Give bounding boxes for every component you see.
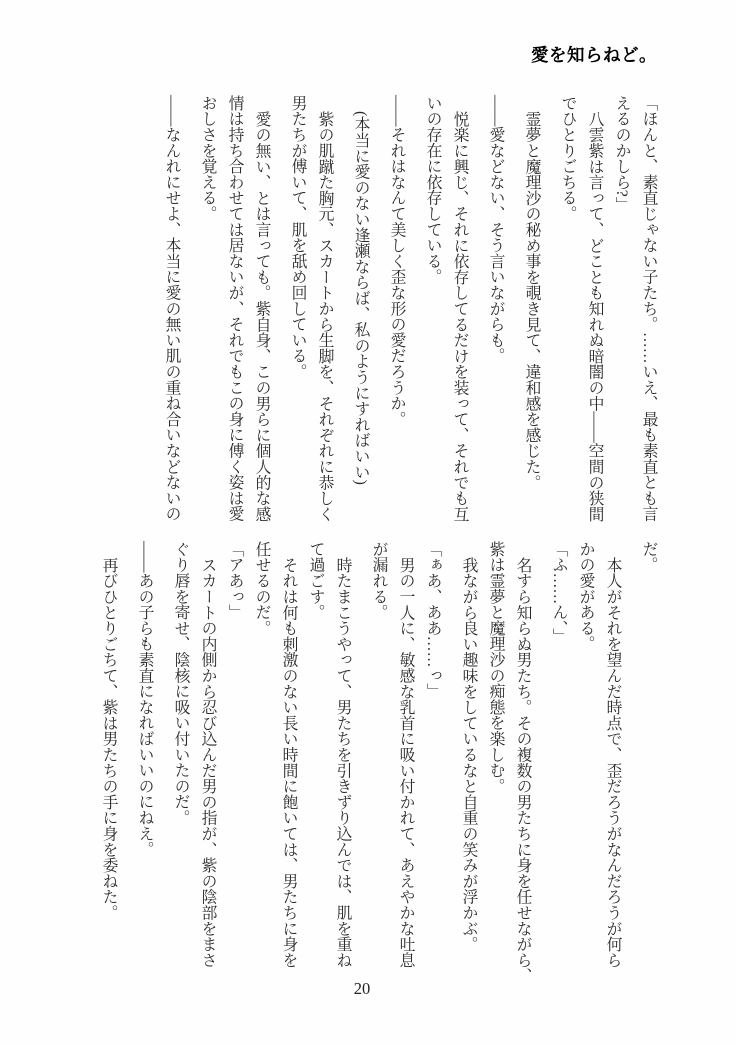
text-line: 霊夢と魔理沙の秘め事を覗き見て、違和感を感じた。 xyxy=(523,110,540,490)
text-line: ――それはなんて美しく歪な形の愛だろうか。 xyxy=(388,95,405,427)
text-line: えるのかしら?」 xyxy=(613,95,630,213)
text-line: 我ながら良い趣味をしているなと自重の笑みが浮かぶ。 xyxy=(460,556,477,952)
text-line: (本当に愛のない逢瀬ならば、私のようにすればいい) xyxy=(352,110,369,485)
text-line: ――あの子らも素直になればいいのにねえ。 xyxy=(136,541,153,857)
text-line: おしさを覚える。 xyxy=(199,95,216,222)
text-line: 「ぁあ、ああ……っ」 xyxy=(424,541,441,699)
text-line: ――愛などない、そう言いながらも。 xyxy=(487,95,504,364)
text-line: 「ほんと、素直じゃない子たち。……いえ、最も素直とも言 xyxy=(640,95,657,522)
text-line: だ。 xyxy=(640,541,657,573)
lower-text-block xyxy=(95,541,662,984)
text-line: 再びひとりごちて、紫は男たちの手に身を委ねた。 xyxy=(100,556,117,921)
text-line: て過ごす。 xyxy=(307,541,324,620)
text-line: スカートの内側から忍び込んだ男の指が、紫の陰部をまさ xyxy=(199,556,216,968)
text-line: 「ふ……ん、」 xyxy=(550,541,567,644)
text-line: 男の一人に、敏感な乳首に吸い付かれて、あえやかな吐息 xyxy=(397,556,414,968)
text-line: 時たまこうやって、男たちを引きずり込んでは、肌を重ね xyxy=(334,556,351,968)
text-line: 名すら知らぬ男たち。その複数の男たちに身を任せながら、 xyxy=(514,556,531,984)
text-line: かの愛がある。 xyxy=(577,541,594,652)
text-line: でひとりごちる。 xyxy=(559,95,576,222)
text-line: ――なんれにせよ、本当に愛の無い肌の重ね合いなどないの xyxy=(163,95,180,522)
text-line: いの存在に依存している。 xyxy=(424,95,441,285)
text-line: 男たちが傅いて、肌を舐め回している。 xyxy=(289,95,306,380)
text-line: 情は持ち合わせては居ないが、それでもこの身に傅く姿は愛 xyxy=(226,95,243,522)
text-line: 本人がそれを望んだ時点で、歪だろうがなんだろうが何ら xyxy=(604,556,621,968)
text-line: それは何も刺激のない長い時間に飽いては、男たちに身を xyxy=(280,556,297,968)
text-line: が漏れる。 xyxy=(370,541,387,620)
text-line: 任せるのだ。 xyxy=(253,541,270,636)
text-line: 悦楽に興じ、それに依存してるだけを装って、それでも互 xyxy=(451,110,468,522)
text-line: 紫は霊夢と魔理沙の痴態を楽しむ。 xyxy=(487,541,504,794)
upper-text-block xyxy=(158,95,662,531)
text-line: 愛の無い、とは言っても。紫自身、この男らに個人的な感 xyxy=(253,110,270,522)
text-line: ぐり唇を寄せ、陰核に吸い付いたのだ。 xyxy=(172,541,189,826)
page-number: 20 xyxy=(353,979,371,998)
text-line: 紫の肌蹴た胸元、スカートから生脚を、それぞれに恭しく xyxy=(316,110,333,522)
text-line: 「アあっ」 xyxy=(226,541,243,620)
text-line: 八雲紫は言って、どことも知れぬ暗闇の中――空間の狭間 xyxy=(586,110,603,522)
page-header-title: 愛を知らねど。 xyxy=(531,45,657,65)
